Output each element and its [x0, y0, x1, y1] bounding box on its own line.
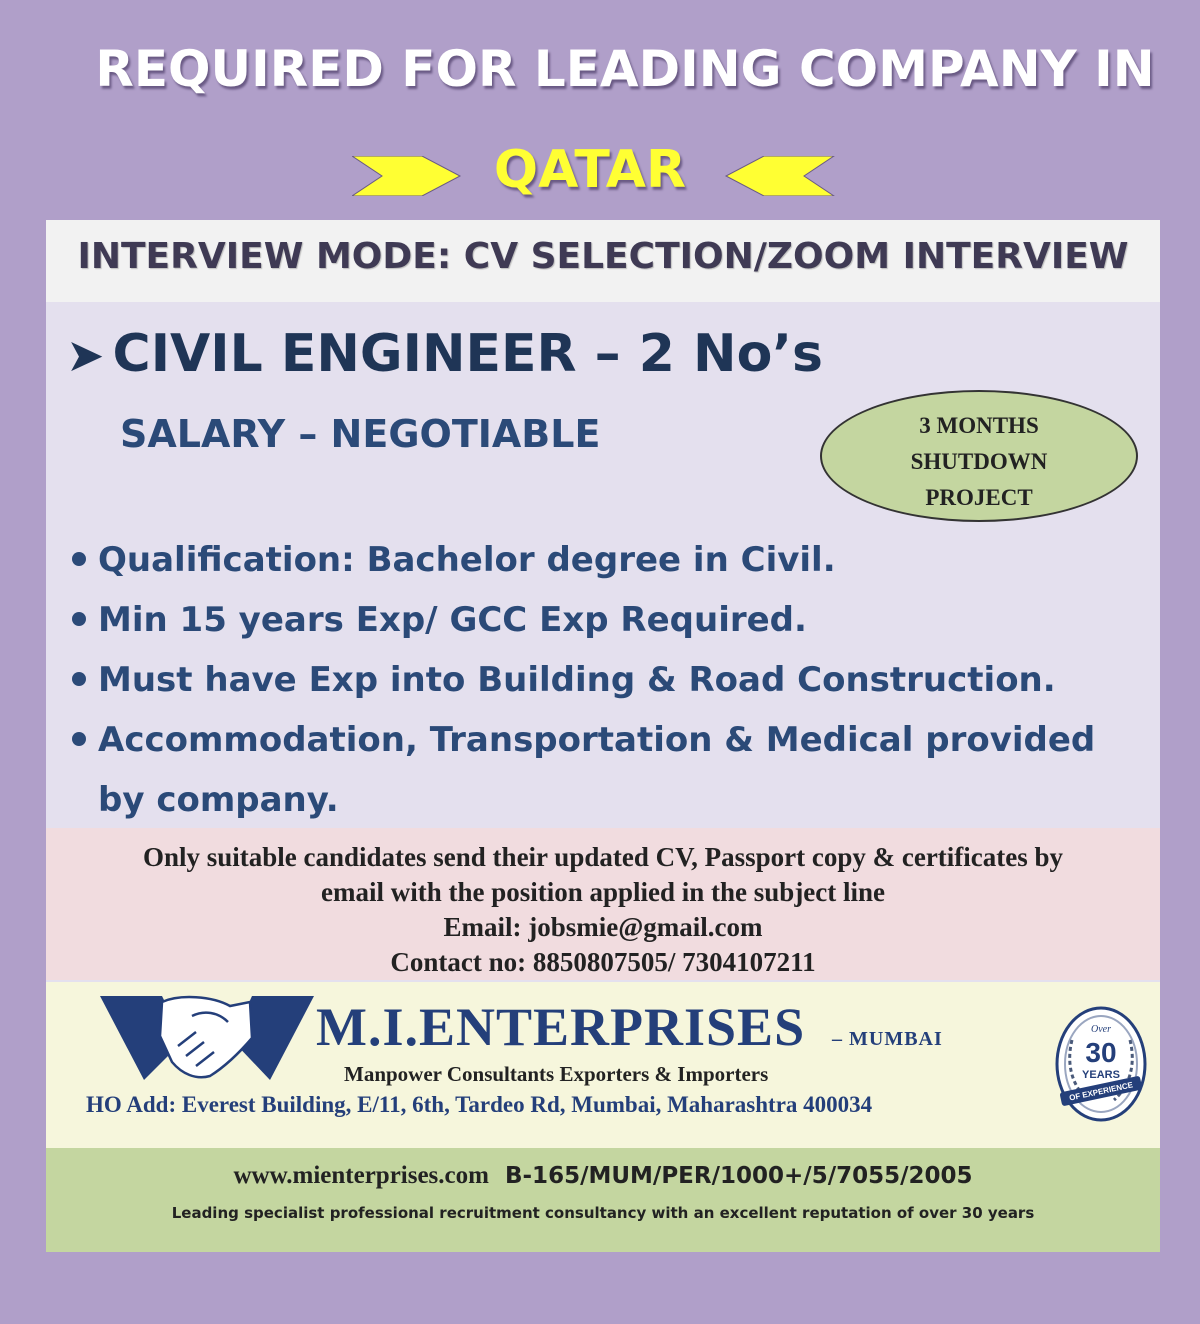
contact-band [46, 828, 1160, 980]
badge-years: YEARS [1082, 1069, 1120, 1081]
country-name: QATAR [493, 140, 687, 200]
badge-ribbon: OF EXPERIENCE [1068, 1080, 1134, 1103]
interview-mode: INTERVIEW MODE: CV SELECTION/ZOOM INTERVIEW [77, 236, 1129, 277]
bullet-icon [72, 732, 86, 746]
license-number: B-165/MUM/PER/1000+/5/7055/2005 [504, 1163, 973, 1189]
interview-band [46, 220, 1160, 302]
arrow-bullet-icon: ➤ [66, 328, 105, 382]
bullet-icon [72, 612, 86, 626]
job-title [66, 324, 823, 384]
footer-slogan: Leading specialist professional recruitment consultancy with an excellent reputation of over 30 years [171, 1204, 1035, 1222]
list-item: Accommodation, Transportation & Medical provided by company. [68, 710, 1148, 830]
footer-line [46, 1162, 1160, 1190]
apply-instructions: Only suitable candidates send their updated CV, Passport copy & certificates by [142, 842, 1064, 872]
project-badge-line: SHUTDOWN [910, 449, 1048, 474]
job-panel [46, 220, 1160, 1252]
country-row [0, 140, 1200, 210]
salary: SALARY – NEGOTIABLE [120, 412, 601, 456]
list-item: Qualification: Bachelor degree in Civil. [68, 530, 1148, 590]
headline: REQUIRED FOR LEADING COMPANY IN [95, 40, 1155, 98]
job-title-text: CIVIL ENGINEER – 2 No’s [112, 324, 824, 384]
chevron-right-icon [352, 156, 462, 196]
footer-band [46, 1148, 1160, 1252]
handshake-icon [100, 992, 314, 1084]
company-name: M.I.ENTERPRISES [316, 997, 806, 1057]
project-badge [820, 390, 1138, 522]
email-address[interactable]: Email: jobsmie@gmail.com [443, 912, 763, 942]
contact-number[interactable]: Contact no: 8850807505/ 7304107211 [390, 947, 816, 977]
list-item: Min 15 years Exp/ GCC Exp Required. [68, 590, 1148, 650]
website-link[interactable]: www.mienterprises.com [233, 1162, 489, 1189]
badge-number: 30 [1085, 1037, 1117, 1068]
project-badge-line: PROJECT [925, 485, 1033, 510]
bullet-icon [72, 552, 86, 566]
apply-instructions: email with the position applied in the subject line [320, 877, 886, 907]
company-tagline: Manpower Consultants Exporters & Importers [344, 1062, 769, 1086]
company-band [46, 982, 1160, 1148]
list-item: Must have Exp into Building & Road Construction. [68, 650, 1148, 710]
requirements-list [68, 530, 1148, 830]
chevron-left-icon [724, 156, 836, 196]
company-address: HO Add: Everest Building, E/11, 6th, Tardeo Rd, Mumbai, Maharashtra 400034 [86, 1092, 873, 1117]
bullet-icon [72, 672, 86, 686]
company-city: – MUMBAI [832, 1028, 943, 1050]
project-badge-line: 3 MONTHS [919, 413, 1039, 438]
experience-badge-icon [1052, 1004, 1150, 1126]
badge-over: Over [1091, 1024, 1111, 1035]
